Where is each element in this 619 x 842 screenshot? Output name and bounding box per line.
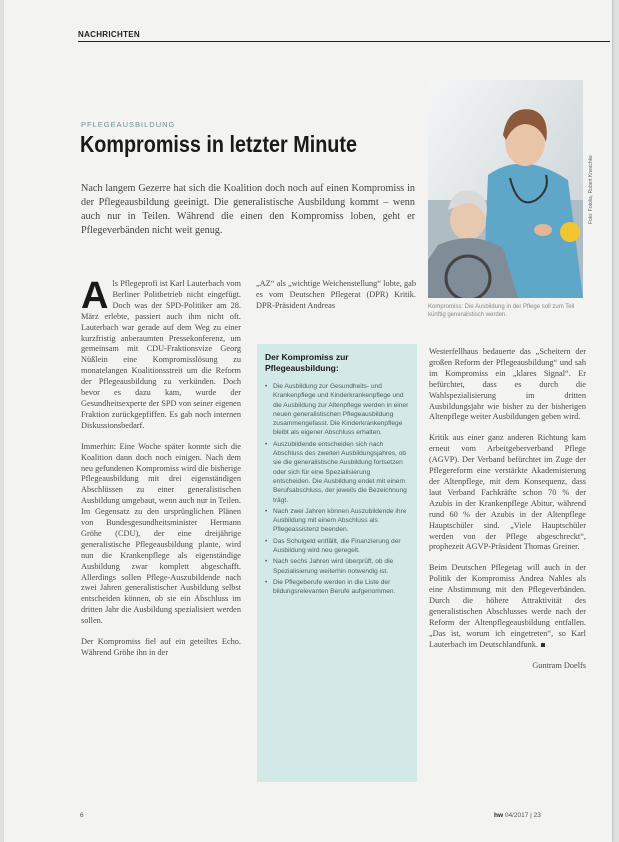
photo-caption: Kompromiss: Die Ausbildung in der Pflege soll zum Teil künftig generalistisch werden. [428,304,575,318]
info-box-list [257,382,417,597]
page-number-right: 23 [533,812,541,819]
page-footer: hw 04/2017 | 23 [494,812,541,819]
end-mark-icon [541,643,545,647]
article-column-1 [81,275,241,669]
list-item: • Die Ausbildung zur Gesundheits- und Krankenpflege und Kinderkrankenpflege und die Ausbildung zur Altenpflege werden in einer neuen generalistischen Pflegeausbildung zusammengefasst. Die Kinderkrankenpflege bleibt als eigener Abschluss erhalten. [267,382,409,438]
article-photo [428,80,583,298]
list-item: • Nach sechs Jahren wird überprüft, ob die Spezialisierung weiterhin notwendig ist. [267,557,409,576]
list-item: • Nach zwei Jahren können Auszubildende ihre Ausbildung mit einem Abschluss als Pflegeassistenz beenden. [267,507,409,535]
magazine-brand: hw [494,812,504,819]
paragraph: „AZ“ als „wichtige Weichenstellung“ lobte, gab es vom Deutschen Pflegerat (DPR) Kritik. DPR-Präsident Andreas [256,279,416,310]
list-item: • Auszubildende entscheiden sich nach Abschluss des zweiten Ausbildungsjahres, ob sie die generalistische Ausbildung fortsetzen oder sich für eine Spezialisierung entscheiden. Die Ausbildung endet mit einem Berufsabschluss, der jeweils die Bezeichnung trägt. [267,440,409,505]
info-box-title: Der Kompromiss zur Pflegeausbildung: [265,352,349,373]
photo-credit: Foto: Fotolia, Robert Kneschke [588,155,594,224]
article-column-3 [429,347,586,671]
article-author: Guntram Doelfs [532,660,586,670]
paragraph: Der Kompromiss fiel auf ein geteiltes Echo. Während Gröhe ihn in der [81,637,241,657]
section-header [78,30,610,42]
article-kicker: PFLEGEAUSBILDUNG [81,120,176,129]
article-lead: Nach langem Gezerre hat sich die Koalition doch noch auf einen Kompromiss in der Pflegeausbildung geeinigt. Die generalistische Ausbildung kommt – wenn auch nur in Teilen. Während die einen den Kompromiss loben, geht er Pflegeverbänden nicht weit genug. [81,183,415,236]
paragraph: Kritik aus einer ganz anderen Richtung kam erneut vom Arbeitgeberverband Pflege (AGVP). Der Verband befürchtet im Zuge der Pflegereform eine verstärkte Akademisierung der Altenpflege, mit dem Konsequenz, dass laut Verband Fachkräfte schon 70 % der Azubis in der Krankenpflege Abitur, während rund 60 % der Azubis in der Altenpflege Hauptschüler sind. „Viele Hauptschüler werden von der Pflege abgeschreckt“, prophezeit AGVP-Präsident Thomas Greiner. [429,433,586,552]
paragraph: Immerhin: Eine Woche später konnte sich die Koalition dann doch noch einigen. Nach dem neu gefundenen Kompromiss wird die bisherige Pflegeausbildung mit drei eigenständigen Abschlüssen zu einer generalistischen Ausbildung umgebaut, wenn auch nur in Teilen. Im Gegensatz zu den ursprünglichen Plänen von Bundesgesundheitsminister Hermann Gröhe (CDU), der eine dreijährige generalistische Pflegeausbildung plante, wird nun die Krankenpflege als eigenständige Ausbildung zwar komplett abgeschafft. Allerdings sollen Pflege-Auszubildende nach zwei Jahren generalistischer Ausbildung selbst entscheiden können, ob sie ein Abschluss im dritten Jahr die Ausbildung spezialisiert werden sollen. [81,441,241,626]
paragraph: Westerfellhaus bedauerte das „Scheitern der großen Reform der Pflegeausbildung“ und sah im Kompromiss ein „klares Signal“. Er befürchtet, dass es durch die Wahlspezialisierung im dritten Ausbildungsjahr wie bisher zu der bisherigen Altenpflege weiter Ausbildungen geben wird. [429,347,586,422]
nurse-photo-illustration [428,80,583,298]
paragraph: Als Pflegeprofi ist Karl Lauterbach vom Berliner Politbetrieb nicht eingefügt. Doch was der SPD-Politiker am 28. März erlebte, passiert auch ihm nicht oft. Lauterbach war gerade auf dem Weg zu einer kurzfristig anberaumten Pressekonferenz, um gemeinsam mit CDU-Fraktionsvize Georg Nüßlein eine Kompromisslösung zu monatelangen Koalitionsstreit um die Reform der Pflegeausbildung zu verkünden. Doch bevor es dazu kam, wurde der Gesundheitsexperte der SPD von seiner eigenen Fraktion zurückgepfiffen. Es gab noch internen Diskussionsbedarf. [81,275,241,430]
magazine-page [4,0,612,842]
article-headline: Kompromiss in letzter Minute [80,131,357,157]
list-item: • Die Pflegeberufe werden in die Liste der bildungsrelevanten Berufe aufgenommen. [267,578,409,597]
issue: 04/2017 [504,812,529,819]
section-title: NACHRICHTEN [78,30,140,39]
list-item: • Das Schulgeld entfällt, die Finanzierung der Ausbildung wird neu geregelt. [267,537,409,556]
drop-cap: A [81,275,109,317]
page-number: 6 [80,812,84,819]
info-box [257,344,417,782]
article-column-2-top [256,279,416,322]
paragraph: Beim Deutschen Pflegetag will auch in der Politik der Kompromiss Andrea Nahles als eine Abstimmung mit den Pflegeverbänden. Durch die höhere Attraktivität des generalistischen Abschlusses werde nach der Reform der Altenpflegeausbildung entfallen. „Das ist, worum ich eingetreten“, so Karl Lauterbach im Deutschlandfunk. [429,563,586,649]
